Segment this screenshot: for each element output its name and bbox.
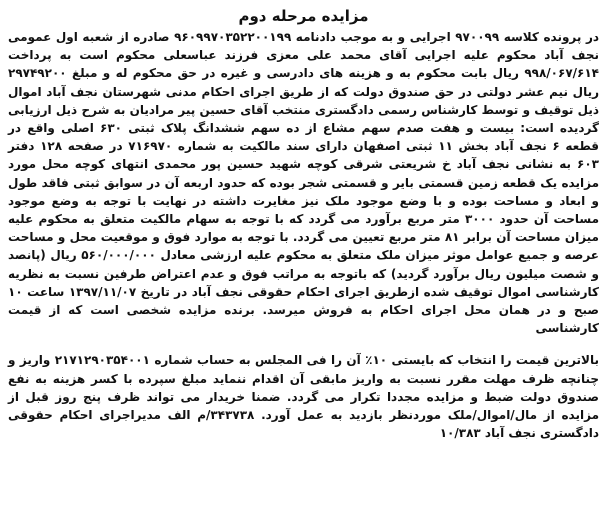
notice-title: مزایده مرحله دوم xyxy=(238,7,369,25)
notice-paragraph-1: در پرونده کلاسه ۹۷۰۰۹۹ اجرایی و به موجب دادنامه ۹۶۰۹۹۷۰۳۵۲۲۰۰۱۹۹ صادره از شعبه اول عمومی نجف آباد محکوم علیه اجرایی آقای محمد علی معزی فرزند عباسعلی محکوم است به پرداخت ۹۹۸/۰۶۷/۶۱۴ ریال بابت محکوم به و هزینه های دادرسی و غیره در حق محکوم له و مبلغ ۲۹۷۴۹۲۰۰ ریال نیم عشر دولتی در حق صندوق دولت که از طریق اجرای احکام مدنی شهرستان نجف آباد اموال ذیل توقیف و توسط کارشناس رسمی دادگستری منتخب آقای حسین پیر مرادیان به شرح ذیل ارزیابی گردیده است: بیست و هفت صدم سهم مشاع از ده سهم ششدانگ پلاک ثبتی ۶۳۰ اصلی واقع در قطعه ۶ نجف آباد بخش ۱۱ ثبتی اصفهان دارای سند مالکیت به شماره ۷۱۶۹۷۰ در صفحه ۱۲۸ دفتر ۶۰۳ به نشانی نجف آباد خ شریعتی شرقی کوچه شهید حسین پور محمدی انتهای کوچه محل مورد مزایده یک قطعه زمین قسمتی بایر و قسمتی شجر بوده که حدود اربعه آن در سوابق ثبتی فاقد طول و ابعاد و مساحت بوده و با وضع موجود ملک نیز مغایرت داشته در نهایت با توجه به وضع موجود مساحت آن حدود ۳۰۰۰ متر مربع برآورد می گردد که با توجه به سهام مالکیت متعلق به محکوم علیه میزان مساحت آن برابر ۸۱ متر مربع تعیین می گردد. با توجه به موارد فوق و موقعیت محل و مساحت عرصه و جمیع عوامل موثر میزان ملک متعلق به محکوم علیه ارزشی معادل ۵۶۰/۰۰۰/۰۰۰ ریال (پانصد و شصت میلیون ریال برآورد گردید) که باتوجه به مراتب فوق و عدم اعتراض طرفین نسبت به نظریه کارشناسی اموال توقیف شده ازطریق اجرای احکام حقوقی نجف آباد در تاریخ ۱۳۹۷/۱۱/۰۷ ساعت ۱۰ صبح و در همان محل اجرای احکام به فروش میرسد. برنده مزایده شخصی است که از قیمت کارشناسی xyxy=(8,30,600,336)
notice-paragraph-2: بالاترین قیمت را انتخاب که بایستی ۱۰٪ آن را فی المجلس به حساب شماره ۲۱۷۱۲۹۰۳۵۴۰۰۱ واریز و چنانچه ظرف مهلت مقرر نسبت به واریز مابقی آن اقدام ننماید مبلغ سپرده با کسر هزینه به نفع صندوق دولت ضبط و مزایده مجددا تکرار می گردد. ضمنا خریدار می تواند ظرف پنج روز قبل از مزایده از مال/اموال/ملک موردنظر بازدید به عمل آورد. ۳۴۳۷۳۸/م الف مدیراجرای احکام حقوقی دادگستری نجف آباد ۱۰/۳۸۳ xyxy=(8,353,599,441)
